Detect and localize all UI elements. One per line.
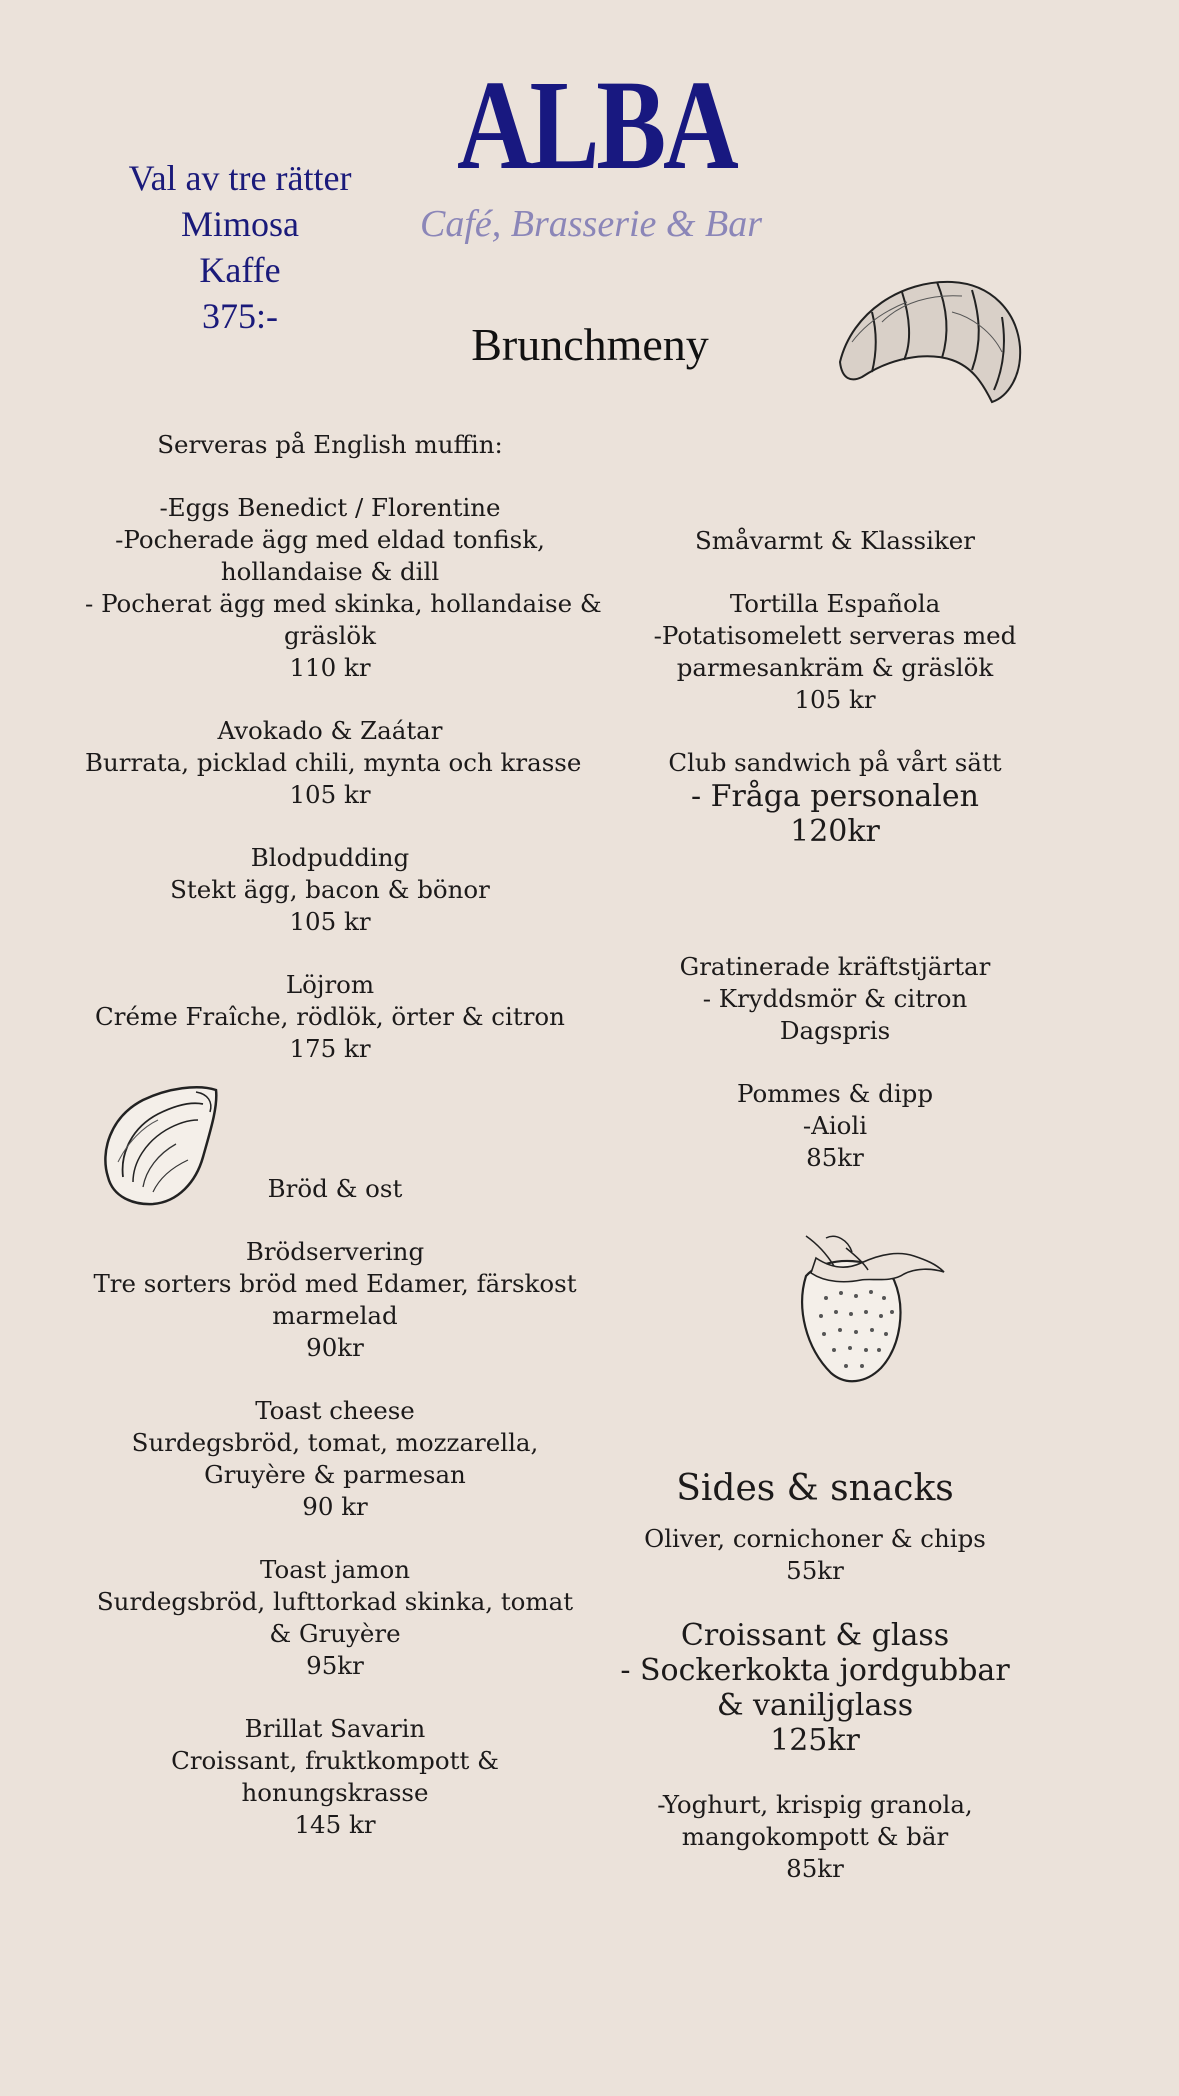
toast-cheese-price: 90 kr bbox=[302, 1492, 368, 1521]
pommes-name: Pommes & dipp bbox=[736, 1079, 934, 1108]
croissant-desc: & vaniljglass bbox=[716, 1688, 914, 1723]
right-column bbox=[630, 525, 1040, 849]
kraftstjartar-desc: - Kryddsmör & citron bbox=[702, 984, 968, 1013]
kraftstjartar-price: Dagspris bbox=[779, 1016, 891, 1045]
croissant-price: 125kr bbox=[770, 1723, 860, 1758]
toast-jamon-desc: & Gruyère bbox=[269, 1619, 401, 1648]
promo-line: Kaffe bbox=[199, 250, 281, 290]
croissant-name: Croissant & glass bbox=[680, 1618, 950, 1653]
toast-cheese-desc: Gruyère & parmesan bbox=[204, 1460, 466, 1489]
lojrom-desc: Créme Fraîche, rödlök, örter & citron bbox=[95, 1002, 565, 1031]
yoghurt-price: 85kr bbox=[786, 1854, 844, 1883]
club-desc: - Fråga personalen bbox=[691, 779, 979, 814]
brodservering-name: Brödservering bbox=[245, 1237, 425, 1266]
brodservering-desc: Tre sorters bröd med Edamer, färskost bbox=[93, 1269, 577, 1298]
club-name: Club sandwich på vårt sätt bbox=[668, 748, 1002, 777]
eggs-line: - Pocherat ägg med skinka, hollandaise & bbox=[85, 589, 602, 618]
eggs-line: hollandaise & dill bbox=[220, 557, 440, 586]
toast-jamon-price: 95kr bbox=[306, 1651, 364, 1680]
toast-cheese-name: Toast cheese bbox=[255, 1396, 415, 1425]
avokado-price: 105 kr bbox=[289, 780, 371, 809]
logo bbox=[420, 54, 762, 270]
club-price: 120kr bbox=[790, 814, 880, 849]
tortilla-price: 105 kr bbox=[794, 685, 876, 714]
brillat-name: Brillat Savarin bbox=[244, 1714, 426, 1743]
brillat-price: 145 kr bbox=[294, 1810, 376, 1839]
brillat-desc: Croissant, fruktkompott & bbox=[171, 1746, 499, 1775]
toast-jamon-name: Toast jamon bbox=[260, 1555, 410, 1584]
croissant-illustration bbox=[832, 272, 1022, 412]
eggs-price: 110 kr bbox=[289, 653, 371, 682]
promo-line: 375:- bbox=[202, 296, 278, 336]
tortilla-desc: parmesankräm & gräslök bbox=[676, 653, 994, 682]
kraftstjartar-name: Gratinerade kräftstjärtar bbox=[679, 952, 991, 981]
blodpudding-name: Blodpudding bbox=[250, 843, 410, 872]
oliver-price: 55kr bbox=[786, 1556, 844, 1585]
pommes-price: 85kr bbox=[806, 1143, 864, 1172]
right-column-mid bbox=[630, 951, 1040, 1174]
blodpudding-desc: Stekt ägg, bacon & bönor bbox=[170, 875, 490, 904]
logo-tagline: Café, Brasserie & Bar bbox=[420, 203, 762, 245]
page-title: Brunchmeny bbox=[471, 319, 709, 370]
brillat-desc: honungskrasse bbox=[241, 1778, 429, 1807]
toast-cheese-desc: Surdegsbröd, tomat, mozzarella, bbox=[131, 1428, 539, 1457]
brodservering-price: 90kr bbox=[306, 1333, 364, 1362]
oliver-name: Oliver, cornichoner & chips bbox=[644, 1524, 986, 1553]
eggs-line: -Eggs Benedict / Florentine bbox=[159, 493, 501, 522]
sides-heading: Sides & snacks bbox=[676, 1468, 954, 1509]
croissant-desc: - Sockerkokta jordgubbar bbox=[620, 1653, 1010, 1688]
avokado-name: Avokado & Zaátar bbox=[217, 716, 443, 745]
promo-block bbox=[60, 155, 420, 339]
yoghurt-desc: -Yoghurt, krispig granola, bbox=[657, 1790, 973, 1819]
lojrom-price: 175 kr bbox=[289, 1034, 371, 1063]
muffin-intro: Serveras på English muffin: bbox=[157, 430, 503, 459]
brodservering-desc: marmelad bbox=[272, 1301, 398, 1330]
tortilla-desc: -Potatisomelett serveras med bbox=[653, 621, 1017, 650]
promo-line: Val av tre rätter bbox=[128, 158, 352, 198]
tortilla-name: Tortilla Española bbox=[729, 589, 941, 618]
lojrom-name: Löjrom bbox=[285, 970, 375, 999]
strawberry-illustration bbox=[786, 1228, 946, 1384]
logo-wordmark: ALBA bbox=[457, 54, 736, 196]
eggs-line: -Pocherade ägg med eldad tonfisk, bbox=[115, 525, 545, 554]
yoghurt-desc: mangokompott & bär bbox=[681, 1822, 949, 1851]
blodpudding-price: 105 kr bbox=[289, 907, 371, 936]
toast-jamon-desc: Surdegsbröd, lufttorkad skinka, tomat bbox=[96, 1587, 574, 1616]
left-column-lower bbox=[90, 1173, 580, 1841]
left-column bbox=[85, 429, 602, 1065]
eggs-line: gräslök bbox=[283, 621, 376, 650]
avokado-desc: Burrata, picklad chili, mynta och krasse bbox=[85, 748, 582, 777]
promo-line: Mimosa bbox=[180, 204, 299, 244]
smavarmt-heading: Småvarmt & Klassiker bbox=[694, 526, 976, 555]
sides-column bbox=[610, 1467, 1020, 1885]
pommes-desc: -Aioli bbox=[802, 1111, 868, 1140]
brod-ost-heading: Bröd & ost bbox=[267, 1174, 403, 1203]
